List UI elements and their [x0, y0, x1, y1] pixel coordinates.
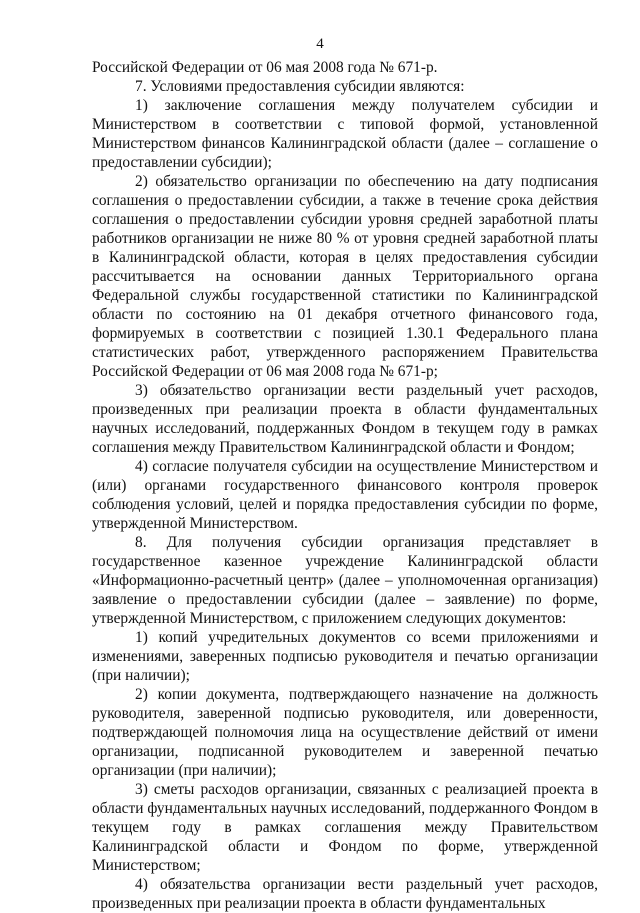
- paragraph-clause-8-2: 2) копии документа, подтверждающего назначение на должность руководителя, заверенной подписью руководителя, или доверенности, подтверждающей полномочия лица на осуществление действий от имени организации, подписанной руководителем и заверенной печатью организации (при наличии);: [92, 686, 598, 779]
- paragraph-clause-8: 8. Для получения субсидии организация представляет в государственное казенное учреждение Калининградской области «Информационно-расчетный центр» (далее – уполномоченная организация) заявление о предоставлении субсидии (далее – заявление) по форме, утвержденной Министерством, с приложением следующих документов:: [92, 534, 598, 627]
- paragraph-continuation: Российской Федерации от 06 мая 2008 года № 671-р.: [92, 59, 438, 76]
- paragraph-clause-7-2: 2) обязательство организации по обеспечению на дату подписания соглашения о предоставлении субсидии, а также в течение срока действия соглашения о предоставлении субсидии уровня средней заработной платы работников организации не ниже 80 % от уровня средней заработной платы в Калининградской области, которая в целях предоставления субсидии рассчитывается на основании данных Территориального органа Федеральной службы государственной статистики по Калининградской области по состоянию на 01 декабря отчетного финансового года, формируемых в соответствии с позицией 1.30.1 Федерального плана статистических работ, утвержденного распоряжением Правительства Российской Федерации от 06 мая 2008 года № 671-р;: [92, 173, 598, 380]
- paragraph-clause-7: 7. Условиями предоставления субсидии являются:: [135, 78, 465, 95]
- paragraph-clause-8-1: 1) копий учредительных документов со всеми приложениями и изменениями, заверенных подписью руководителя и печатью организации (при наличии);: [92, 629, 598, 684]
- document-body: [92, 58, 598, 913]
- paragraph-clause-7-1: 1) заключение соглашения между получателем субсидии и Министерством в соответствии с типовой формой, установленной Министерством финансов Калининградской области (далее – соглашение о предоставлении субсидии);: [92, 97, 598, 171]
- page-number: 4: [316, 36, 324, 52]
- paragraph-clause-8-4: 4) обязательства организации вести раздельный учет расходов, произведенных при реализации проекта в области фундаментальных: [92, 876, 598, 912]
- paragraph-clause-7-4: 4) согласие получателя субсидии на осуществление Министерством и (или) органами государственного финансового контроля проверок соблюдения условий, целей и порядка предоставления субсидии по форме, утвержденной Министерством.: [92, 458, 598, 532]
- paragraph-clause-7-3: 3) обязательство организации вести раздельный учет расходов, произведенных при реализации проекта в области фундаментальных научных исследований, поддержанных Фондом в текущем году в рамках соглашения между Правительством Калининградской области и Фондом;: [92, 382, 598, 456]
- paragraph-clause-8-3: 3) сметы расходов организации, связанных с реализацией проекта в области фундаментальных научных исследований, поддержанного Фондом в текущем году в рамках соглашения между Правительством Калининградской области и Фондом по форме, утвержденной Министерством;: [92, 781, 598, 874]
